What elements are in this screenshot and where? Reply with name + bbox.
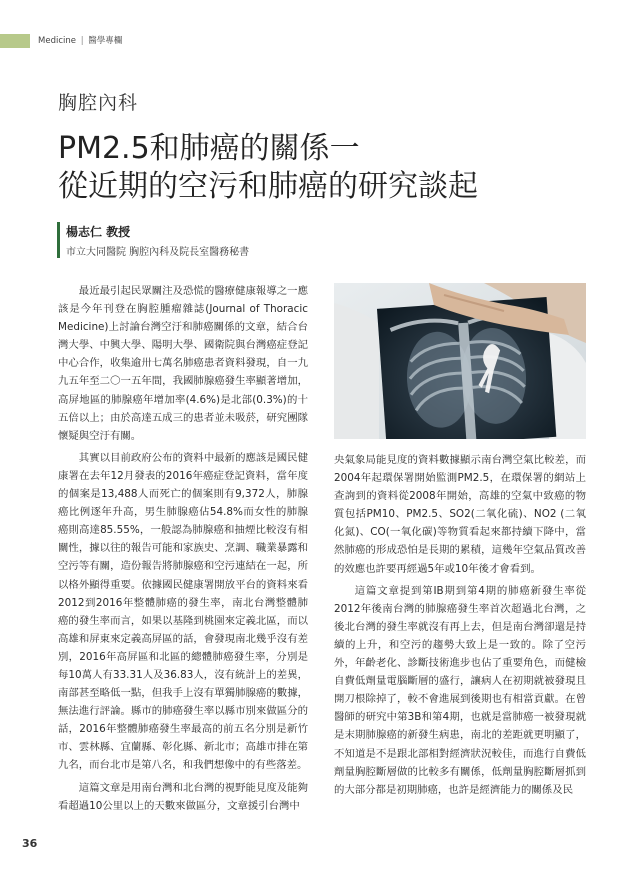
chest-xray-illustration xyxy=(334,283,586,439)
header-color-tab xyxy=(0,34,30,48)
department-title: 胸腔內科 xyxy=(58,92,139,114)
article-title xyxy=(58,130,478,206)
author-name: 楊志仁 教授 xyxy=(66,225,131,239)
running-header xyxy=(38,34,122,48)
body-column-left xyxy=(58,282,308,819)
body-paragraph-3-continued: 央氣象局能見度的資料數據顯示南台灣空氣比較差，而2004年起環保署開始監測PM2.5，在環保署的網站上查詢到的資料從2008年開始，高雄的空氣中致癌的物質包括PM10、PM2.5、SO2(二氧化硫)、NO2 (二氧化氮)、CO(一氧化碳)等物質看起來都持續下降中，當然肺癌的形成恐怕是長期的累積，這幾年空氣品質改善的效應也許要再經過5年或10年後才會看到。 xyxy=(334,454,586,575)
page-number: 36 xyxy=(22,837,38,850)
header-section-zh: 醫學專欄 xyxy=(88,36,123,46)
body-paragraph-1: 最近最引起民眾關注及恐慌的醫療健康報導之一應該是今年刊登在胸腔腫瘤雜誌(Journal of Thoracic Medicine)上討論台灣空汙和肺癌關係的文章，結合台灣大學、中興大學、陽明大學、國衛院與台灣癌症登記中心合作，收集逾卅七萬名肺癌患者資料發現，自一九九五年至二〇一五年間，我國肺腺癌發生率顯著增加，高屏地區的肺腺癌年增加率(4.6%)是北部(0.3%)的十五倍以上；由於高達五成三的患者並未吸菸，研究團隊懷疑與空汙有關。 xyxy=(58,285,308,442)
body-column-right xyxy=(334,451,586,803)
chest-xray-photo xyxy=(334,283,586,439)
body-paragraph-3: 這篇文章是用南台灣和北台灣的視野能見度及能夠看超過10公里以上的天數來做區分，文章援引台灣中 xyxy=(58,781,308,812)
body-paragraph-4: 這篇文章提到第IB期到第4期的肺癌新發生率從2012年後南台灣的肺腺癌發生率首次超過北台灣，之後北台灣的發生率就沒有再上去，但是南台灣卻還是持續的上升，和空污的趨勢大致上是一致的。除了空污外，年齡老化、診斷技術進步也佔了重要角色，而健檢自費低劑量電腦斷層的盛行，讓病人在初期就被發現且開刀根除掉了，較不會進展到後期也有相當貢獻。在曾醫師的研究中第3B和第4期，也就是當肺癌一被發現就是末期肺腺癌的新發生病患，南北的差距就更明顯了，不知道是不是跟北部相對經濟狀況較佳，而進行自費低劑量胸腔斷層做的比較多有關係，低劑量胸腔斷層抓到的大部分都是初期肺癌，也許是經濟能力的關係及民 xyxy=(334,584,586,796)
body-paragraph-2: 其實以目前政府公布的資料中最新的應該是國民健康署在去年12月發表的2016年癌症登記資料，當年度的個案是13,488人而死亡的個案則有9,372人，肺腺癌比例逐年升高，男生肺腺癌佔54.8%而女性的肺腺癌則高達85.55%，一般認為肺腺癌和抽煙比較沒有相關性，據以往的報告可能和家族史、烹調、職業暴露和空污等有關，造份報告將肺腺癌和空污連結在一起，所以格外顯得重要。依據國民健康署開放平台的資料來看2012到2016年整體肺癌的發生率，南北台灣整體肺癌的發生率而言，如果以基隆到桃園來定義北區，而以高雄和屏東來定義高屏區的話，會發現南北幾乎沒有差別，2016年高屏區和北區的總體肺癌發生率，分別是每10萬人有33.31人及36.83人，沒有統計上的差異，南部甚至略低一點，但我手上沒有單獨肺腺癌的數據，無法進行評論。縣市的肺癌發生率以縣市別來做區分的話，2016年整體肺癌發生率最高的前五名分別是新竹市、雲林縣、宜蘭縣、彰化縣、新北市；高雄市排在第九名，而台北市是第八名，和我們想像中的有些落差。 xyxy=(58,451,308,772)
author-affiliation: 市立大同醫院 胸腔內科及院長室醫務秘書 xyxy=(66,247,250,258)
header-section-en: Medicine xyxy=(38,36,76,46)
article-title-line-2: 從近期的空污和肺癌的研究談起 xyxy=(58,169,478,204)
header-separator: | xyxy=(80,36,84,46)
article-title-line-1: PM2.5和肺癌的關係一 xyxy=(58,131,360,166)
author-accent-bar xyxy=(57,222,60,258)
